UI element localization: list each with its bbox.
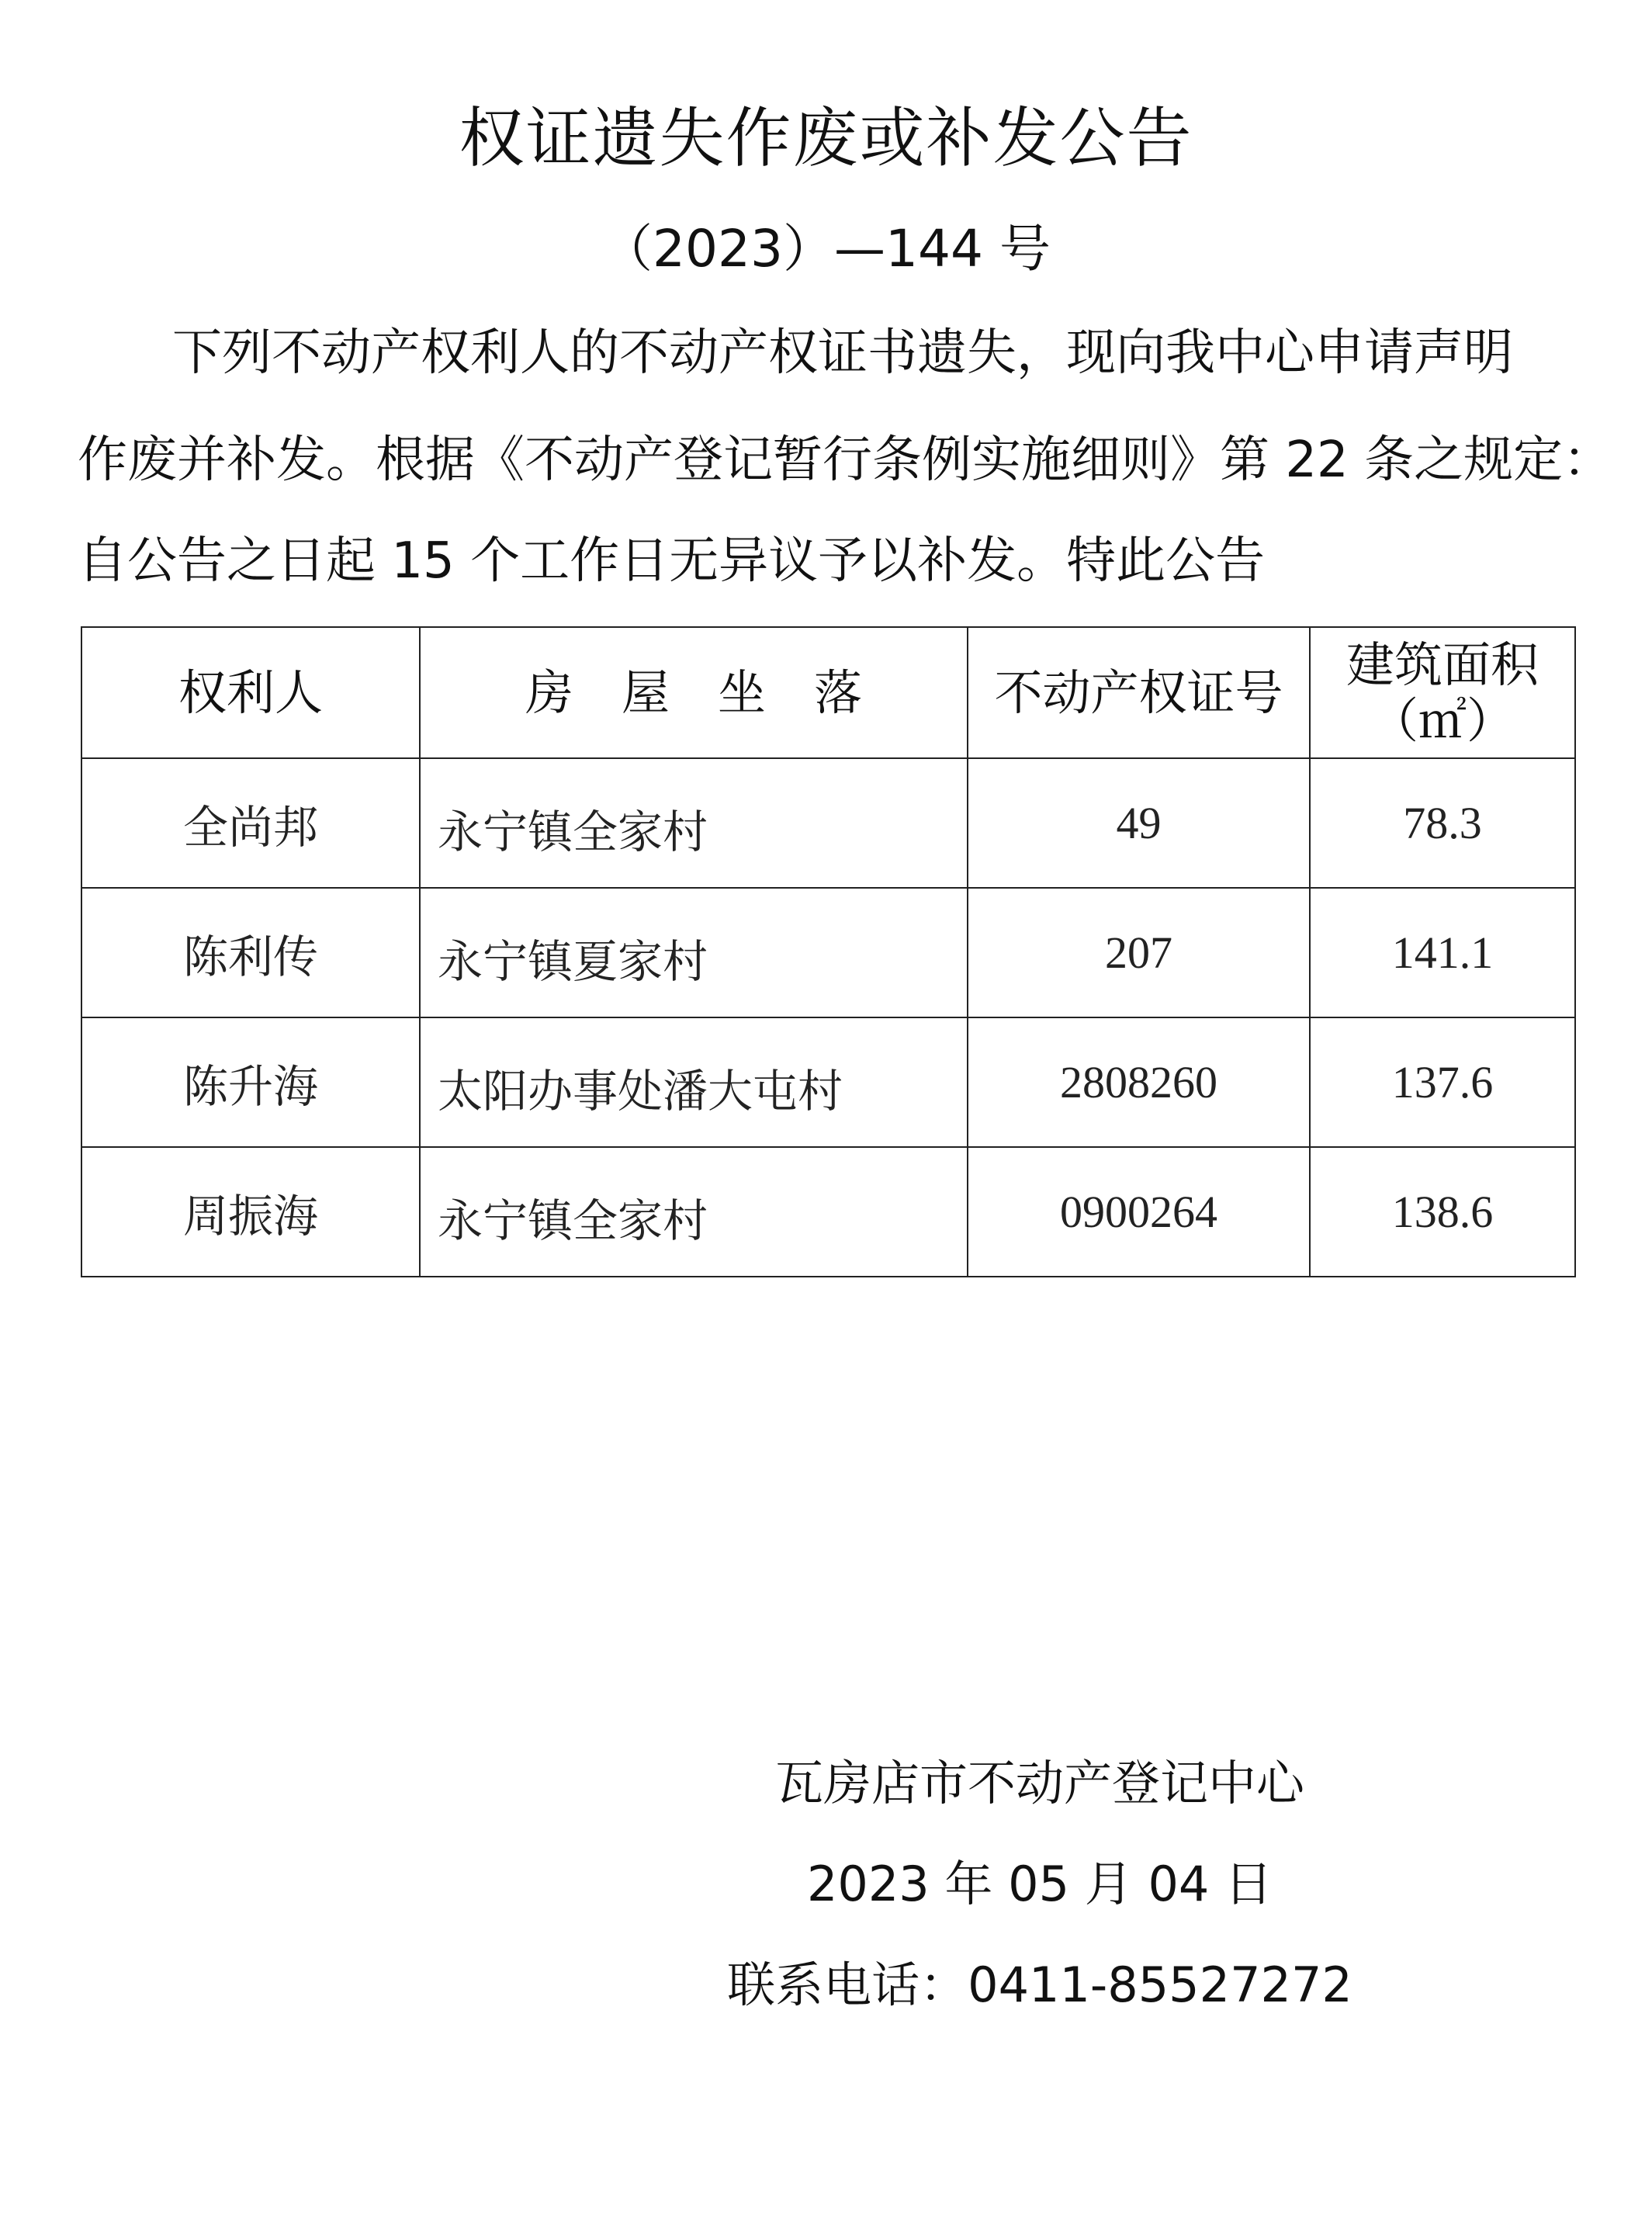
location-cell: 永宁镇夏家村 [420, 888, 968, 1017]
issuer-name: 瓦房店市不动产登记中心 [774, 1755, 1304, 1811]
holder-cell: 陈利传 [81, 888, 420, 1017]
holder-cell: 全尚邦 [81, 758, 420, 888]
header-area [1310, 627, 1575, 758]
body-line-3: 自公告之日起 15 个工作日无异议予以补发。特此公告 [78, 532, 1266, 590]
area-cell: 137.6 [1310, 1017, 1575, 1147]
area-cell: 141.1 [1310, 888, 1575, 1017]
body-line-2: 作废并补发。根据《不动产登记暂行条例实施细则》第 22 条之规定： [78, 431, 1613, 489]
holder-cell: 陈升海 [81, 1017, 420, 1147]
table-row [81, 888, 1575, 1017]
header-holder: 权利人 [81, 627, 420, 758]
header-location: 房 屋 坐 落 [420, 627, 968, 758]
contact-phone: 联系电话：0411-85527272 [727, 1956, 1352, 2013]
holder-cell: 周振海 [81, 1147, 420, 1277]
location-cell: 永宁镇全家村 [420, 758, 968, 888]
area-cell: 138.6 [1310, 1147, 1575, 1277]
header-cert-no: 不动产权证号 [968, 627, 1310, 758]
table-row [81, 1017, 1575, 1147]
records-table [81, 626, 1576, 1277]
header-area-label: 建筑面积 [1345, 636, 1539, 693]
cert-no-cell: 2808260 [968, 1017, 1310, 1147]
notice-title: 权证遗失作废或补发公告 [459, 100, 1193, 176]
table-header-row [81, 627, 1575, 758]
location-cell: 太阳办事处潘大屯村 [420, 1017, 968, 1147]
header-area-unit: （㎡） [1370, 691, 1515, 749]
cert-no-cell: 0900264 [968, 1147, 1310, 1277]
body-line-1: 下列不动产权利人的不动产权证书遗失，现向我中心申请声明 [172, 324, 1513, 382]
cert-no-cell: 207 [968, 888, 1310, 1017]
issue-date: 2023 年 05 月 04 日 [806, 1856, 1273, 1912]
notice-number: （2023）—144 号 [601, 219, 1051, 279]
table-row [81, 758, 1575, 888]
area-cell: 78.3 [1310, 758, 1575, 888]
cert-no-cell: 49 [968, 758, 1310, 888]
location-cell: 永宁镇全家村 [420, 1147, 968, 1277]
table-row [81, 1147, 1575, 1277]
